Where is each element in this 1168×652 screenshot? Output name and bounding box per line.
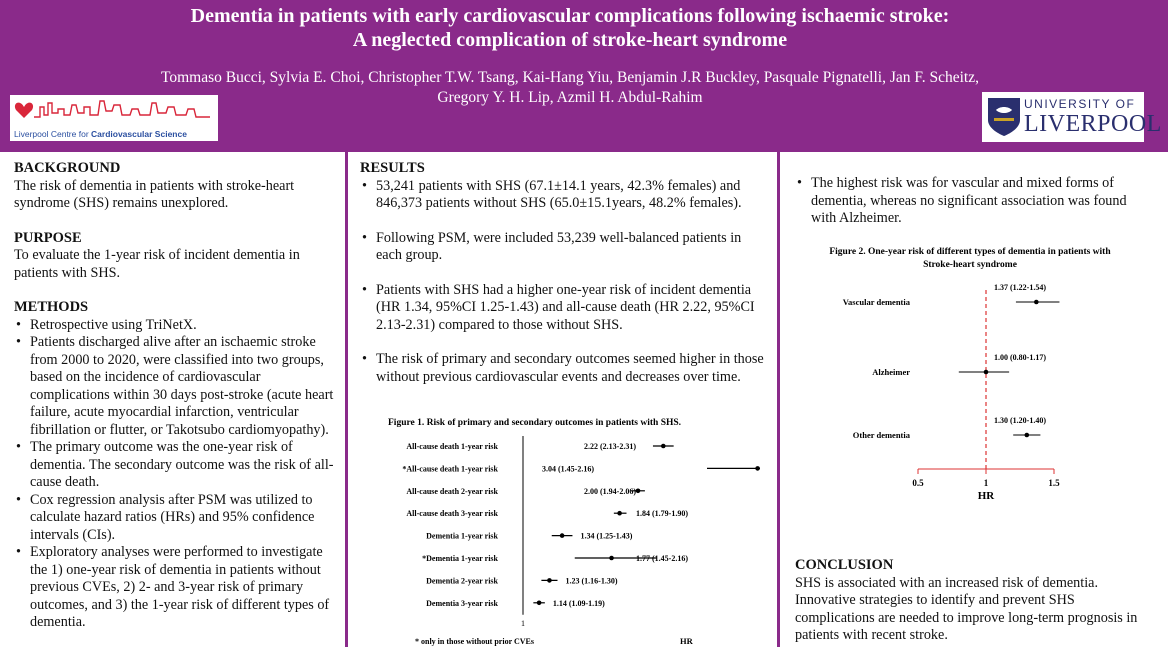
figure-2-title-line-1: Figure 2. One-year risk of different types of dementia in patients with [829,247,1111,257]
reference-tick-label: 1 [521,618,525,628]
list-item: • Cox regression analysis after PSM was utilized to calculate hazard ratios (HRs) and 95% confidence intervals (CIs). [14,492,334,545]
heart-skyline-icon [10,95,218,129]
university-of-liverpool-logo [982,92,1162,142]
x-tick-label: 1.5 [1048,478,1060,488]
row-label: Alzheimer [872,367,910,377]
hr-point [984,370,989,375]
figure-1-forest-plot [360,410,760,647]
column-left [14,160,334,632]
background-heading: BACKGROUND [14,160,121,176]
row-label: Dementia 3-year risk [426,598,498,608]
hr-value-label: 1.00 (0.80-1.17) [994,353,1046,362]
logo-liverpool: LIVERPOOL [1024,111,1162,137]
hr-value-label: 1.30 (1.20-1.40) [994,416,1046,425]
row-label: *Dementia 1-year risk [422,554,498,563]
figure-1 [360,410,760,647]
x-axis-label: HR [977,490,995,502]
hr-value-label: 1.77 (1.45-2.16) [636,554,688,563]
list-item: • The primary outcome was the one-year risk of dementia. The secondary outcome was the risk of all-cause death. [14,439,334,492]
hr-point [537,601,542,606]
column-divider-2 [777,152,780,647]
methods-list [14,317,334,632]
row-label: All-cause death 1-year risk [406,442,498,451]
col3-list [795,175,1150,228]
hr-point [617,511,622,516]
hr-point [547,578,552,583]
list-item: • Patients with SHS had a higher one-year risk of incident dementia (HR 1.34, 95%CI 1.25-1.43) and all-cause death (HR 2.22, 95%CI 2.13-2.31) compared to those without SHS. [360,282,770,335]
list-item: • Retrospective using TriNetX. [14,317,334,335]
hr-point [636,489,641,494]
purpose-heading: PURPOSE [14,229,82,246]
figure-1-footnote: * only in those without prior CVEs [415,637,534,646]
hr-point [1025,433,1030,438]
list-item: • The highest risk was for vascular and mixed forms of dementia, whereas no significant association was found with Alzheimer. [795,175,1150,228]
poster-title [0,4,1140,52]
figure-2-forest-plot [795,240,1145,505]
hr-value-label: 2.22 (2.13-2.31) [584,442,636,451]
row-label: All-cause death 2-year risk [406,486,498,496]
list-item: • The risk of primary and secondary outcomes seemed higher in those without previous cardiovascular events and decreases over time. [360,351,770,386]
row-label: Dementia 2-year risk [426,576,498,586]
author-list: Tommaso Bucci, Sylvia E. Choi, Christopher T.W. Tsang, Kai-Hang Yiu, Benjamin J.R Buckley, Pasquale Pignatelli, Jan F. Scheitz, Gregory Y. H. Lip, Azmil H. Abdul-Rahim [160,69,979,106]
row-label: Other dementia [852,430,910,440]
hr-value-label: 1.34 (1.25-1.43) [580,531,633,541]
hr-value-label: 1.84 (1.79-1.90) [636,509,688,519]
conclusion-text: SHS is associated with an increased risk of dementia. Innovative strategies to identify and prevent SHS complications are needed to improve long-term prognosis in patients with recent stroke. [795,574,1138,643]
figure-1-title: Figure 1. Risk of primary and secondary outcomes in patients with SHS. [388,418,682,428]
list-item: • Following PSM, were included 53,239 well-balanced patients in each group. [360,230,770,265]
hr-value-label: 1.37 (1.22-1.54) [994,283,1046,292]
column-divider-1 [345,152,348,647]
x-tick-label: 0.5 [912,478,924,488]
poster-header [0,0,1168,152]
conclusion-heading: CONCLUSION [795,557,894,573]
results-heading: RESULTS [360,160,425,176]
crest-icon [986,96,1022,138]
hr-point [560,533,565,538]
x-axis-label: HR [680,636,693,646]
methods-heading: METHODS [14,299,89,315]
purpose-text: To evaluate the 1-year risk of incident dementia in patients with SHS. [14,247,300,281]
results-list [360,178,770,387]
hr-value-label: 3.04 (1.45-2.16) [542,464,594,474]
hr-point [609,556,614,561]
x-tick-label: 1 [983,478,989,488]
background-text: The risk of dementia in patients with stroke-heart syndrome (SHS) remains unexplored. [14,177,295,211]
row-label: Vascular dementia [842,297,910,307]
list-item: • Patients discharged alive after an ischaemic stroke from 2000 to 2020, were classified into two groups, based on the incidence of cardiovascular complications within 30 days post-stroke (acute heart failure, acute myocardial infarction, ventricular fibrillation or flutter, or Takotsubo cardiomyopathy). [14,334,334,439]
title-line-1: Dementia in patients with early cardiovascular complications following ischaemic stroke: [190,5,950,27]
figure-2-title-line-2: Stroke-heart syndrome [923,260,1017,270]
column-middle [360,160,770,386]
logo-university-of: UNIVERSITY OF [1024,97,1136,111]
lccs-logo [10,95,218,141]
hr-value-label: 2.00 (1.94-2.06) [584,486,636,496]
hr-point [755,466,760,471]
row-label: Dementia 1-year risk [426,531,498,541]
row-label: *All-cause death 1-year risk [402,464,498,474]
hr-point [661,444,666,449]
hr-value-label: 1.14 (1.09-1.19) [552,598,605,608]
list-item: • 53,241 patients with SHS (67.1±14.1 years, 42.3% females) and 846,373 patients without SHS (65.0±15.1years, 48.2% females). [360,178,770,213]
list-item: • Exploratory analyses were performed to investigate the 1) one-year risk of dementia in patients without previous CVEs, 2) 2- and 3-year risk of primary outcomes, and 3) the 1-year risk of different types of dementia. [14,544,334,632]
lccs-logo-text: Liverpool Centre for Cardiovascular Science [14,129,187,139]
row-label: All-cause death 3-year risk [406,509,498,519]
hr-point [1034,300,1039,305]
title-line-2: A neglected complication of stroke-heart syndrome [352,29,788,51]
figure-2 [795,240,1145,505]
conclusion-section [795,557,1150,645]
column-right [795,175,1150,228]
hr-value-label: 1.23 (1.16-1.30) [565,576,618,586]
